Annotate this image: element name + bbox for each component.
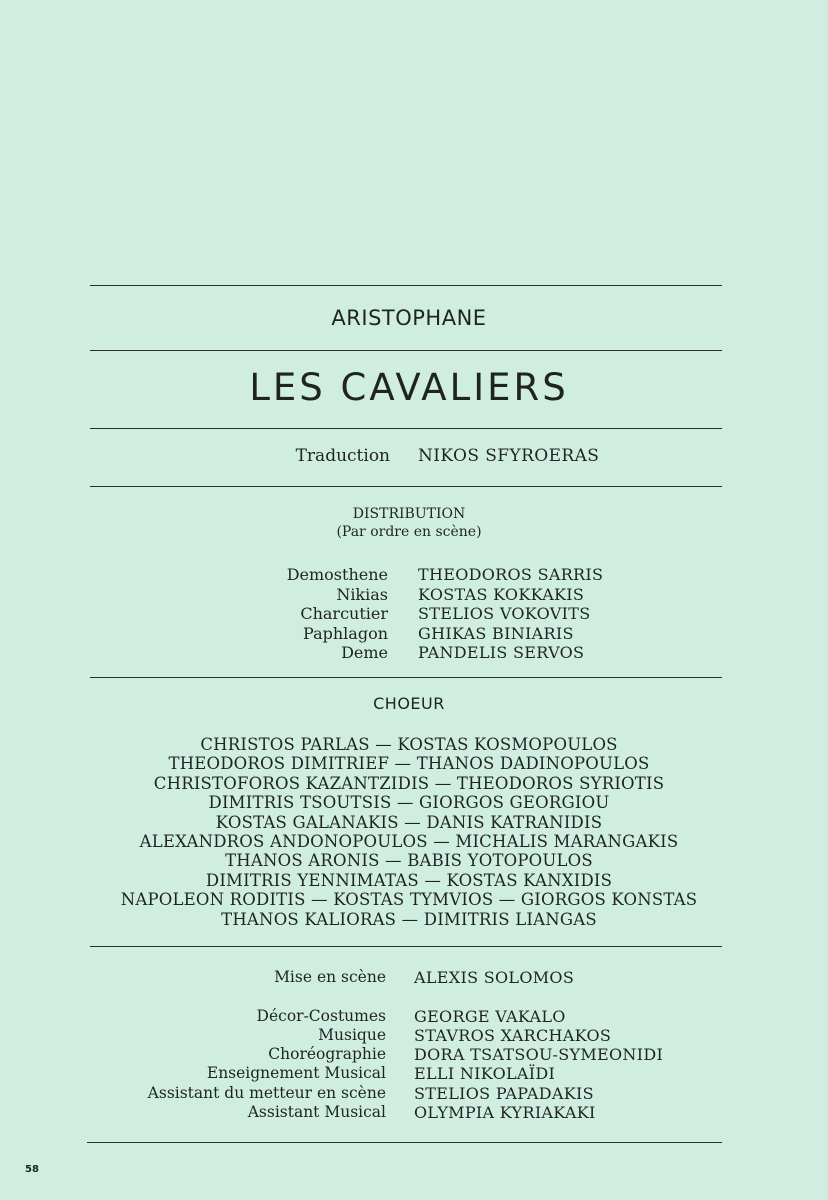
- chorus-line: THEODOROS DIMITRIEF — THANOS DADINOPOULOS: [168, 754, 650, 774]
- chorus-line: THANOS KALIORAS — DIMITRIS LIANGAS: [221, 909, 597, 929]
- chorus-line: CHRISTOFOROS KAZANTZIDIS — THEODOROS SYRIOTIS: [153, 773, 665, 793]
- direction-name: ALEXIS SOLOMOS: [414, 968, 575, 987]
- crew-role: Choréographie: [268, 1045, 386, 1064]
- cast-actor: GHIKAS BINIARIS: [418, 623, 574, 643]
- chorus-line: CHRISTOS PARLAS — KOSTAS KOSMOPOULOS: [200, 735, 618, 754]
- chorus-line: KOSTAS GALANAKIS — DANIS KATRANIDIS: [215, 812, 603, 832]
- cast-role: Nikias: [336, 584, 388, 604]
- cast-actors: [418, 565, 603, 663]
- spacer: [414, 987, 663, 1006]
- divider-cast: [90, 677, 722, 678]
- author-name: ARISTOPHANE: [331, 306, 487, 330]
- chorus-heading: CHOEUR: [373, 694, 445, 713]
- distribution-subheading: (Par ordre en scène): [336, 524, 482, 540]
- direction-role: Mise en scène: [274, 968, 386, 986]
- page-number: 58: [25, 1164, 39, 1175]
- cast-actor: KOSTAS KOKKAKIS: [418, 584, 585, 604]
- chorus-line: ALEXANDROS ANDONOPOULOS — MICHALIS MARANGAKIS: [139, 832, 679, 852]
- chorus-line: DIMITRIS TSOUTSIS — GIORGOS GEORGIOU: [208, 793, 610, 813]
- cast-roles: [287, 565, 388, 663]
- crew-role: Musique: [318, 1025, 386, 1044]
- crew-name: GEORGE VAKALO: [414, 1006, 566, 1026]
- divider-author: [90, 350, 722, 351]
- crew-names: [414, 968, 663, 1122]
- distribution-heading: DISTRIBUTION: [352, 506, 466, 522]
- cast-role: Paphlagon: [303, 623, 388, 643]
- crew-name: STELIOS PAPADAKIS: [414, 1083, 594, 1103]
- divider-bottom: [87, 1142, 722, 1143]
- crew-name: STAVROS XARCHAKOS: [414, 1025, 612, 1045]
- divider-top: [90, 285, 722, 286]
- divider-title: [90, 428, 722, 429]
- crew-name: OLYMPIA KYRIAKAKI: [414, 1103, 596, 1123]
- distribution-header: [0, 505, 818, 541]
- crew-role: Assistant Musical: [247, 1103, 386, 1122]
- cast-role: Deme: [341, 643, 388, 662]
- translation-label: Traduction: [295, 446, 390, 466]
- crew-roles: [148, 968, 386, 1122]
- chorus-line: THANOS ARONIS — BABIS YOTOPOULOS: [225, 851, 593, 871]
- translator-name: NIKOS SFYROERAS: [418, 446, 600, 466]
- divider-translation: [90, 486, 722, 487]
- crew-name: DORA TSATSOU-SYMEONIDI: [414, 1045, 664, 1065]
- crew-role: Décor-Costumes: [256, 1006, 386, 1025]
- chorus-line: DIMITRIS YENNIMATAS — KOSTAS KANXIDIS: [205, 870, 613, 890]
- crew-role: Enseignement Musical: [206, 1064, 386, 1083]
- cast-role: Charcutier: [300, 604, 388, 623]
- spacer: [148, 987, 386, 1006]
- cast-actor: PANDELIS SERVOS: [418, 643, 585, 662]
- chorus-line: NAPOLEON RODITIS — KOSTAS TYMVIOS — GIORGOS KONSTAS: [120, 890, 698, 910]
- divider-chorus: [90, 946, 722, 947]
- cast-role: Demosthene: [286, 565, 388, 584]
- cast-actor: STELIOS VOKOVITS: [418, 604, 591, 623]
- chorus-list: [0, 735, 818, 929]
- crew-role: Assistant du metteur en scène: [147, 1083, 386, 1102]
- crew-name: ELLI NIKOLAÏDI: [414, 1064, 556, 1084]
- cast-actor: THEODOROS SARRIS: [418, 565, 604, 584]
- play-title: LES CAVALIERS: [249, 366, 569, 409]
